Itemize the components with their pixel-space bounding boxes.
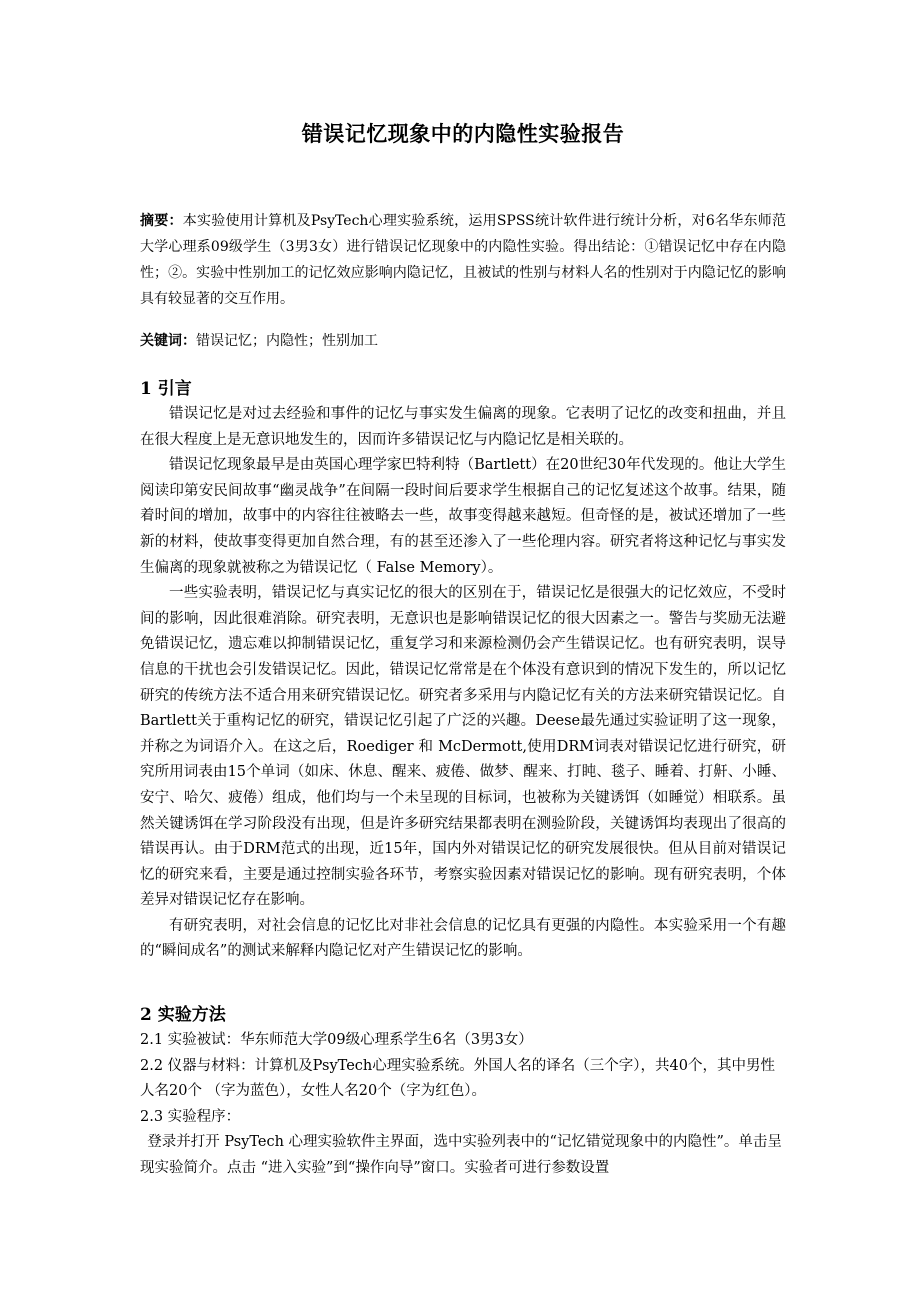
- method-subjects: 2.1 实验被试：华东师范大学09级心理系学生6名（3男3女）: [140, 1032, 533, 1048]
- keywords-text: 错误记忆；内隐性；性别加工: [196, 333, 378, 349]
- page-title: 错误记忆现象中的内隐性实验报告: [301, 121, 625, 146]
- section-methods: [140, 1002, 786, 1182]
- abstract-text: 本实验使用计算机及PsyTech心理实验系统，运用SPSS统计软件进行统计分析，对6名华东师范大学心理系09级学生（3男3女）进行错误记忆现象中的内隐性实验。得出结论：①错误记忆中存在内隐性；②。实验中性别加工的记忆效应影响内隐记忆，且被试的性别与材料人名的性别对于内隐记忆的影响具有较显著的交互作用。: [140, 213, 787, 307]
- section-heading-methods: 2 实验方法: [140, 1005, 226, 1025]
- intro-paragraph-4: 有研究表明，对社会信息的记忆比对非社会信息的记忆具有更强的内隐性。本实验采用一个有趣的“瞬间成名”的测试来解释内隐记忆对产生错误记忆的影响。: [140, 917, 786, 960]
- section-heading-introduction: 1 引言: [140, 379, 192, 399]
- method-procedure-heading: 2.3 实验程序：: [140, 1108, 241, 1125]
- section-introduction: [140, 376, 786, 965]
- intro-paragraph-1: 错误记忆是对过去经验和事件的记忆与事实发生偏离的现象。它表明了记忆的改变和扭曲，并且在很大程度上是无意识地发生的，因而许多错误记忆与内隐记忆是相关联的。: [140, 406, 786, 448]
- abstract-label: 摘要：: [140, 213, 183, 229]
- method-procedure-text: 登录并打开 PsyTech 心理实验软件主界面，选中实验列表中的“记忆错觉现象中的内隐性”。单击呈现实验简介。点击 “进入实验”到“操作向导”窗口。实验者可进行参数设置: [140, 1134, 782, 1176]
- keywords: [140, 328, 786, 354]
- intro-paragraph-3: 一些实验表明，错误记忆与真实记忆的很大的区别在于，错误记忆是很强大的记忆效应，不受时间的影响，因此很难消除。研究表明，无意识也是影响错误记忆的很大因素之一。警告与奖励无法避免错误记忆，遗忘难以抑制错误记忆，重复学习和来源检测仍会产生错误记忆。也有研究表明，误导信息的干扰也会引发错误记忆。因此，错误记忆常常是在个体没有意识到的情况下发生的，所以记忆研究的传统方法不适合用来研究错误记忆。研究者多采用与内隐记忆有关的方法来研究错误记忆。自Bartlett关于重构记忆的研究，错误记忆引起了广泛的兴趣。Deese最先通过实验证明了这一现象，并称之为词语介入。在这之后，Roediger 和 McDermott,使用DRM词表对错误记忆进行研究，研究所用词表由15个单词（如床、休息、醒来、疲倦、做梦、醒来、打盹、毯子、睡着、打鼾、小睡、安宁、哈欠、疲倦）组成，他们均与一个未呈现的目标词，也被称为关键诱饵（如睡觉）相联系。虽然关键诱饵在学习阶段没有出现，但是许多研究结果都表明在测验阶段，关键诱饵均表现出了很高的错误再认。由于DRM范式的出现，近15年，国内外对错误记忆的研究发展很快。但从目前对错误记忆的研究来看，主要是通过控制实验各环节，考察实验因素对错误记忆的影响。现有研究表明，个体差异对错误记忆存在影响。: [140, 585, 786, 909]
- method-materials: 2.2 仪器与材料：计算机及PsyTech心理实验系统。外国人名的译名（三个字），共40个，其中男性人名20个 （字为蓝色），女性人名20个（字为红色）。: [140, 1057, 775, 1100]
- keywords-label: 关键词：: [140, 333, 196, 349]
- intro-paragraph-2: 错误记忆现象最早是由英国心理学家巴特利特（Bartlett）在20世纪30年代发现的。他让大学生阅读印第安民间故事“幽灵战争”在间隔一段时间后要求学生根据自己的记忆复述这个故事。结果，随着时间的增加，故事中的内容往往被略去一些，故事变得越来越短。但奇怪的是，被试还增加了一些新的材料，使故事变得更加自然合理，有的甚至还渗入了一些伦理内容。研究者将这种记忆与事实发生偏离的现象就被称之为错误记忆（ False Memory）。: [140, 457, 786, 576]
- abstract: [140, 208, 786, 312]
